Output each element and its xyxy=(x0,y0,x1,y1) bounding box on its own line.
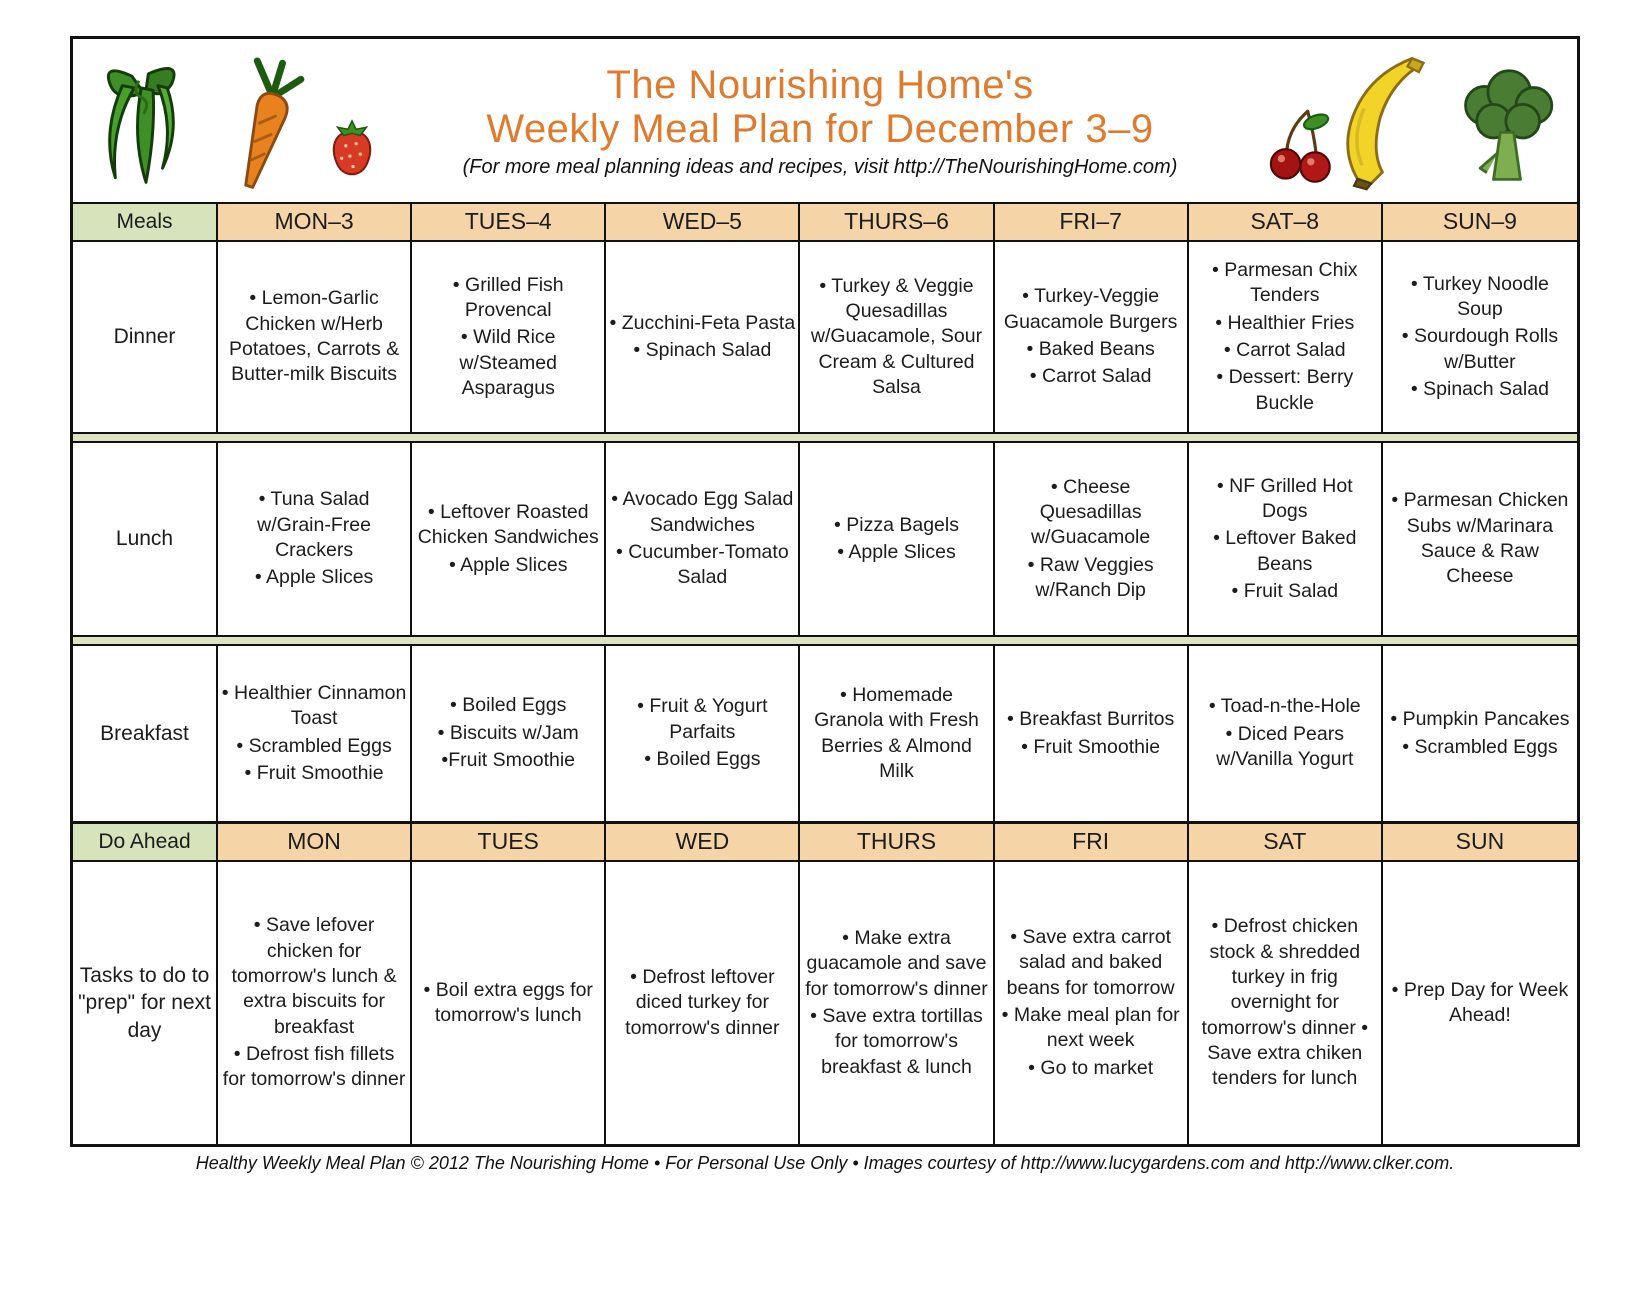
meal-item: • Boiled Eggs xyxy=(450,694,567,717)
meal-cell xyxy=(800,443,994,635)
meal-item: • Leftover Baked Beans xyxy=(1213,527,1357,575)
meal-item: • Pumpkin Pancakes xyxy=(1390,708,1570,731)
row-separator xyxy=(73,635,1577,646)
meal-cell xyxy=(1383,443,1577,635)
meal-item: • Wild Rice w/Steamed Asparagus xyxy=(459,326,557,400)
task-cell xyxy=(606,862,800,1144)
meal-item: • Breakfast Burritos xyxy=(1007,708,1175,731)
do-ahead-day-header: THURS xyxy=(800,824,994,862)
do-ahead-day-header: TUES xyxy=(412,824,606,862)
meal-item: • Save lefover chicken for tomorrow's lunch & extra biscuits for breakfast xyxy=(231,914,397,1038)
meal-plan-table xyxy=(73,204,1577,1144)
meal-item: • Homemade Granola with Fresh Berries & Almond Milk xyxy=(814,683,979,782)
meal-item: • Sourdough Rolls w/Butter xyxy=(1401,325,1559,373)
meal-item: • Carrot Salad xyxy=(1223,339,1346,361)
meal-item: • Apple Slices xyxy=(254,566,374,589)
meal-item: • Healthier Cinnamon Toast xyxy=(221,681,407,730)
carrot-icon xyxy=(211,54,315,192)
meal-item: • Scrambled Eggs xyxy=(1402,735,1558,758)
meal-item: • Healthier Fries xyxy=(1215,311,1355,334)
meal-item: • Fruit Smoothie xyxy=(244,761,384,784)
do-ahead-day-header: FRI xyxy=(995,824,1189,862)
strawberry-icon xyxy=(321,116,383,186)
meal-cell xyxy=(606,646,800,824)
page-subtitle: (For more meal planning ideas and recipes, visit http://TheNourishingHome.com) xyxy=(462,156,1178,179)
day-header: SUN–9 xyxy=(1383,204,1577,242)
do-ahead-day-header: MON xyxy=(218,824,412,862)
banana-icon xyxy=(1337,51,1445,191)
meal-row-label: Dinner xyxy=(73,242,218,432)
meal-cell xyxy=(1383,242,1577,432)
meals-corner-header: Meals xyxy=(73,204,218,242)
meal-item: •Fruit Smoothie xyxy=(441,749,576,772)
meal-item: • Grilled Fish Provencal xyxy=(452,273,564,321)
meal-item: • Spinach Salad xyxy=(1410,378,1549,401)
meal-item: • Lemon-Garlic Chicken w/Herb Potatoes, Carrots & Butter-milk Biscuits xyxy=(228,287,400,386)
day-header: SAT–8 xyxy=(1189,204,1383,242)
row-separator xyxy=(73,432,1577,443)
meal-item: • Fruit Smoothie xyxy=(1021,735,1161,758)
meal-cell xyxy=(218,646,412,824)
header-titles xyxy=(383,63,1257,179)
meal-item: • Make meal plan for next week xyxy=(1001,1004,1180,1052)
right-icon-group xyxy=(1257,51,1563,191)
meal-item: • NF Grilled Hot Dogs xyxy=(1216,474,1353,522)
meal-plan-sheet xyxy=(70,36,1580,1147)
meal-cell xyxy=(218,242,412,432)
meal-cell xyxy=(412,443,606,635)
meal-cell xyxy=(800,242,994,432)
meal-cell xyxy=(606,242,800,432)
meal-item: • Turkey Noodle Soup xyxy=(1410,272,1549,320)
meal-item: • Toad-n-the-Hole xyxy=(1208,695,1361,718)
meal-cell xyxy=(800,646,994,824)
day-header: MON–3 xyxy=(218,204,412,242)
meal-cell xyxy=(1189,443,1383,635)
meal-item: • Turkey-Veggie Guacamole Burgers xyxy=(1003,285,1178,333)
meal-item: • Tuna Salad w/Grain-Free Crackers xyxy=(257,488,371,561)
do-ahead-day-header: SAT xyxy=(1189,824,1383,862)
meal-item: • Pizza Bagels xyxy=(834,513,959,536)
meal-item: • Biscuits w/Jam xyxy=(437,721,579,744)
meal-item: • Defrost chicken stock & shredded turkey in frig overnight for tomorrow's dinner • Save extra chiken tenders for lunch xyxy=(1201,915,1369,1090)
meal-item: • Go to market xyxy=(1028,1056,1154,1079)
meal-cell xyxy=(995,443,1189,635)
meal-cell xyxy=(995,242,1189,432)
day-header: THURS–6 xyxy=(800,204,994,242)
cherries-icon xyxy=(1257,105,1331,187)
day-header: FRI–7 xyxy=(995,204,1189,242)
meal-cell xyxy=(1383,646,1577,824)
meal-cell xyxy=(412,242,606,432)
task-cell xyxy=(995,862,1189,1144)
meal-item: • Defrost leftover diced turkey for tomorrow's dinner xyxy=(625,965,780,1039)
day-header: TUES–4 xyxy=(412,204,606,242)
meal-item: • Cucumber-Tomato Salad xyxy=(616,541,789,589)
meal-item: • Avocado Egg Salad Sandwiches xyxy=(611,488,794,536)
meal-cell xyxy=(412,646,606,824)
meal-cell xyxy=(218,443,412,635)
meal-cell xyxy=(1189,646,1383,824)
meal-cell xyxy=(1189,242,1383,432)
meal-item: • Save extra tortillas for tomorrow's breakfast & lunch xyxy=(810,1005,983,1078)
meal-item: • Zucchini-Feta Pasta xyxy=(609,311,796,334)
footer-note: Healthy Weekly Meal Plan © 2012 The Nourishing Home • For Personal Use Only • Images courtesy of http://www.lucygardens.com and http://www.clker.com. xyxy=(195,1153,1455,1173)
meal-item: • Boil extra eggs for tomorrow's lunch xyxy=(423,978,593,1026)
meal-item: • Parmesan Chicken Subs w/Marinara Sauce & Raw Cheese xyxy=(1391,489,1569,588)
meal-item: • Diced Pears w/Vanilla Yogurt xyxy=(1216,722,1354,771)
page-title-line2: Weekly Meal Plan for December 3–9 xyxy=(486,107,1154,152)
meal-item: • Cheese Quesadillas w/Guacamole xyxy=(1031,475,1151,549)
meal-cell xyxy=(606,443,800,635)
page-title-line1: The Nourishing Home's xyxy=(606,62,1034,107)
meal-item: • Fruit & Yogurt Parfaits xyxy=(637,695,768,743)
meal-item: • Fruit Salad xyxy=(1231,580,1339,603)
meal-row-label: Breakfast xyxy=(73,646,218,824)
left-icon-group xyxy=(87,50,383,192)
do-ahead-day-header: SUN xyxy=(1383,824,1577,862)
tasks-row-label: Tasks to do to "prep" for next day xyxy=(73,862,218,1144)
meal-cell xyxy=(995,646,1189,824)
meal-item: • Apple Slices xyxy=(448,553,568,576)
meal-item: • Carrot Salad xyxy=(1029,365,1152,388)
meal-item: • Parmesan Chix Tenders xyxy=(1212,258,1358,307)
task-cell xyxy=(412,862,606,1144)
header-band xyxy=(73,39,1577,204)
meal-item: • Defrost fish fillets for tomorrow's dinner xyxy=(222,1043,406,1091)
meal-item: • Turkey & Veggie Quesadillas w/Guacamole, Sour Cream & Cultured Salsa xyxy=(810,274,983,399)
meal-item: • Make extra guacamole and save for tomorrow's dinner xyxy=(805,926,988,1000)
meal-item: • Apple Slices xyxy=(837,541,956,563)
task-cell xyxy=(1383,862,1577,1144)
meal-item: • Raw Veggies w/Ranch Dip xyxy=(1027,553,1154,602)
day-header: WED–5 xyxy=(606,204,800,242)
do-ahead-corner-header: Do Ahead xyxy=(73,824,218,862)
meal-item: • Scrambled Eggs xyxy=(236,734,392,757)
broccoli-icon xyxy=(1451,67,1563,191)
do-ahead-day-header: WED xyxy=(606,824,800,862)
green-beans-icon xyxy=(87,50,205,192)
meal-item: • Prep Day for Week Ahead! xyxy=(1391,978,1569,1026)
meal-item: • Save extra carrot salad and baked beans for tomorrow xyxy=(1006,925,1175,999)
meal-item: • Spinach Salad xyxy=(633,339,772,361)
meal-item: • Baked Beans xyxy=(1026,338,1155,360)
task-cell xyxy=(1189,862,1383,1144)
meal-row-label: Lunch xyxy=(73,443,218,635)
meal-item: • Boiled Eggs xyxy=(644,748,761,771)
meal-item: • Leftover Roasted Chicken Sandwiches xyxy=(417,500,599,549)
meal-item: • Dessert: Berry Buckle xyxy=(1216,366,1354,414)
task-cell xyxy=(218,862,412,1144)
task-cell xyxy=(800,862,994,1144)
